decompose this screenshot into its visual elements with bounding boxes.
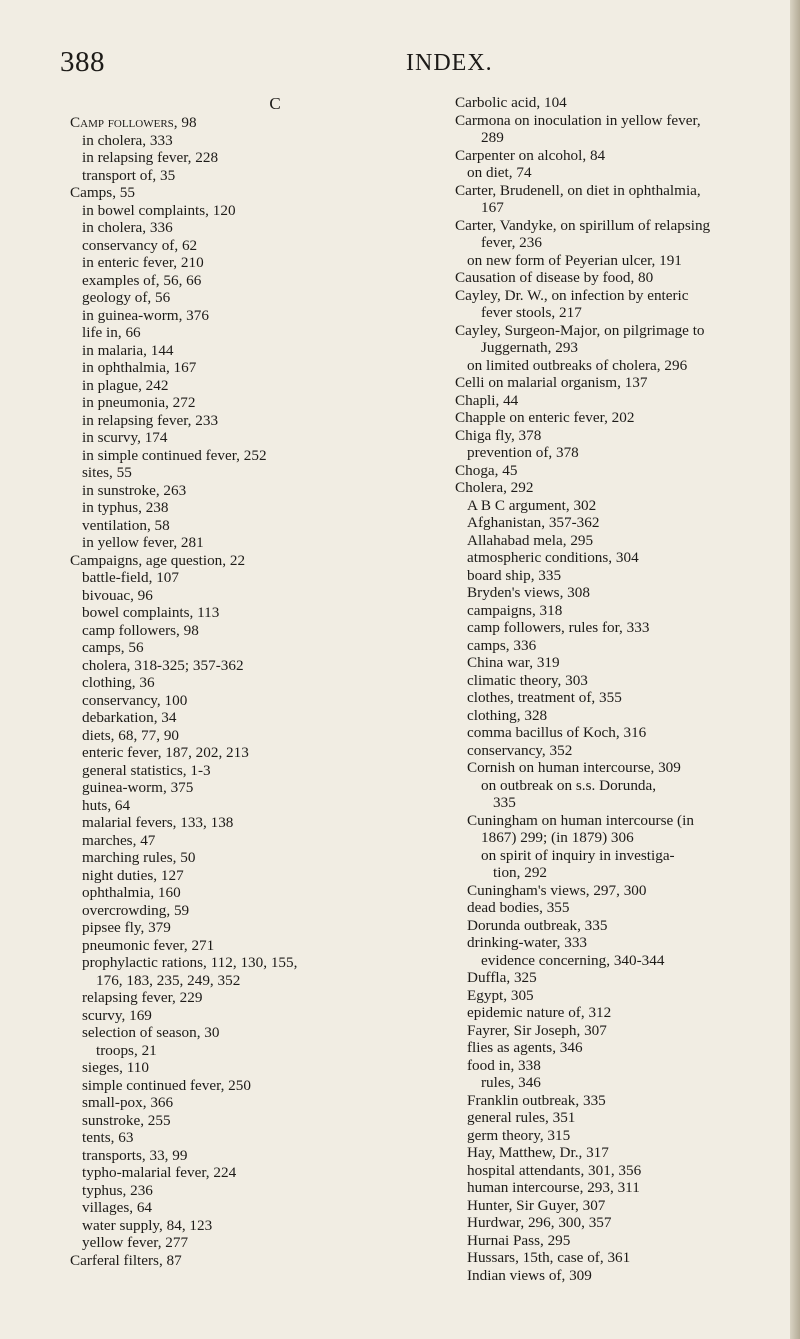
index-entry: A B C argument, 302 (467, 496, 597, 514)
index-entry: food in, 338 (467, 1056, 541, 1074)
index-entry: troops, 21 (96, 1041, 157, 1059)
index-entry: human intercourse, 293, 311 (467, 1179, 640, 1196)
index-entry: Hussars, 15th, case of, 361 (467, 1249, 631, 1266)
index-entry: Causation of disease by food, 80 (455, 269, 654, 286)
index-entry: in bowel complaints, 120 (82, 201, 236, 219)
index-entry: fever stools, 217 (481, 304, 582, 321)
index-entry: camps, 336 (467, 636, 537, 654)
index-entry: Choga, 45 (455, 461, 518, 479)
index-entry: malarial fevers, 133, 138 (82, 814, 234, 831)
index-entry: Cuningham on human intercourse (in (467, 811, 694, 829)
index-entry: ventilation, 58 (82, 516, 170, 534)
index-entry: camp followers, 98 (82, 621, 199, 639)
index-entry: comma bacillus of Koch, 316 (467, 724, 647, 741)
index-entry: sites, 55 (82, 464, 132, 481)
index-entry: Celli on malarial organism, 137 (455, 374, 648, 391)
index-entry: yellow fever, 277 (82, 1234, 189, 1251)
index-entry: cholera, 318-325; 357-362 (82, 656, 244, 674)
index-entry: camp followers, rules for, 333 (467, 619, 650, 636)
index-entry: dead bodies, 355 (467, 899, 570, 916)
index-entry: life in, 66 (82, 324, 141, 341)
index-entry: Dorunda outbreak, 335 (467, 916, 608, 934)
index-entry: prevention of, 378 (467, 444, 579, 461)
index-entry: Cholera, 292 (455, 479, 534, 496)
index-entry: Carferal filters, 87 (70, 1251, 182, 1269)
index-entry: Carmona on inoculation in yellow fever, (455, 111, 701, 129)
index-entry: Camps, 55 (70, 184, 135, 201)
index-entry: in cholera, 333 (82, 131, 173, 149)
index-entry: campaigns, 318 (467, 601, 563, 619)
index-entry: in plague, 242 (82, 376, 169, 394)
index-entry: Bryden's views, 308 (467, 584, 590, 601)
index-entry: tents, 63 (82, 1129, 134, 1146)
index-column-left (70, 94, 420, 1269)
index-entry: evidence concerning, 340-344 (481, 951, 665, 969)
index-entry: clothes, treatment of, 355 (467, 689, 622, 706)
index-entry: Duffla, 325 (467, 969, 537, 986)
index-entry: Juggernath, 293 (481, 339, 579, 356)
index-entry: conservancy of, 62 (82, 236, 198, 254)
index-entry: sieges, 110 (82, 1059, 149, 1076)
index-entry: in guinea-worm, 376 (82, 306, 209, 324)
index-entry: typho-malarial fever, 224 (82, 1164, 237, 1181)
index-entry: simple continued fever, 250 (82, 1076, 251, 1094)
index-entry: epidemic nature of, 312 (467, 1004, 612, 1021)
index-entry: Allahabad mela, 295 (467, 531, 594, 549)
index-entry: bivouac, 96 (82, 586, 153, 604)
index-entry: climatic theory, 303 (467, 671, 588, 689)
index-entry: drinking-water, 333 (467, 934, 588, 951)
index-entry: bowel complaints, 113 (82, 604, 220, 621)
index-entry: clothing, 36 (82, 674, 155, 691)
index-entry: in scurvy, 174 (82, 429, 168, 446)
index-entry: in cholera, 336 (82, 219, 173, 236)
index-entry: water supply, 84, 123 (82, 1216, 213, 1234)
index-entry: in relapsing fever, 233 (82, 411, 219, 429)
index-entry: Cayley, Surgeon-Major, on pilgrimage to (455, 321, 705, 339)
index-entry: board ship, 335 (467, 566, 562, 584)
index-entry: huts, 64 (82, 796, 131, 814)
index-entry: Carpenter on alcohol, 84 (455, 146, 606, 164)
index-entry: in ophthalmia, 167 (82, 359, 197, 376)
index-entry: in malaria, 144 (82, 341, 174, 359)
index-entry: sunstroke, 255 (82, 1111, 171, 1129)
section-letter: C (269, 94, 281, 113)
index-entry: Cayley, Dr. W., on infection by enteric (455, 286, 689, 304)
index-entry: on spirit of inquiry in investiga- (481, 846, 675, 864)
index-entry: Fayrer, Sir Joseph, 307 (467, 1021, 607, 1039)
index-entry: China war, 319 (467, 654, 560, 671)
index-entry: Hurnai Pass, 295 (467, 1231, 571, 1249)
index-entry: Carter, Vandyke, on spirillum of relapsing (455, 216, 711, 234)
index-entry: in typhus, 238 (82, 499, 169, 516)
index-entry: prophylactic rations, 112, 130, 155, (82, 954, 298, 971)
index-entry: 335 (493, 794, 516, 811)
index-entry: 289 (481, 129, 504, 146)
index-entry: fever, 236 (481, 234, 542, 251)
index-entry: Cuningham's views, 297, 300 (467, 881, 647, 899)
index-entry: Chapple on enteric fever, 202 (455, 409, 635, 426)
index-entry: in enteric fever, 210 (82, 254, 204, 271)
index-entry: ophthalmia, 160 (82, 884, 181, 901)
index-entry: battle-field, 107 (82, 569, 179, 586)
index-entry: general statistics, 1-3 (82, 761, 211, 779)
index-entry: diets, 68, 77, 90 (82, 726, 180, 744)
index-entry: small-pox, 366 (82, 1094, 174, 1111)
index-entry: debarkation, 34 (82, 709, 177, 726)
index-entry: Camp followers, 98 (70, 114, 197, 131)
left-entry-list (70, 114, 420, 1269)
index-entry: in relapsing fever, 228 (82, 149, 219, 166)
page-edge (790, 0, 800, 1339)
index-entry: Campaigns, age question, 22 (70, 551, 246, 569)
index-entry: Egypt, 305 (467, 986, 534, 1004)
right-entry-list (455, 94, 780, 1284)
index-entry: marching rules, 50 (82, 849, 196, 866)
index-entry: transports, 33, 99 (82, 1146, 188, 1164)
index-entry: on new form of Peyerian ulcer, 191 (467, 251, 682, 269)
index-entry: in yellow fever, 281 (82, 534, 204, 551)
index-entry: Hay, Matthew, Dr., 317 (467, 1144, 609, 1161)
index-entry: atmospheric conditions, 304 (467, 549, 639, 566)
index-entry: Afghanistan, 357-362 (467, 514, 600, 531)
index-entry: tion, 292 (493, 864, 548, 881)
index-entry: clothing, 328 (467, 706, 548, 724)
index-entry: guinea-worm, 375 (82, 779, 194, 796)
index-entry: Chapli, 44 (455, 391, 519, 409)
index-entry: on limited outbreaks of cholera, 296 (467, 356, 688, 374)
index-entry: on diet, 74 (467, 164, 532, 181)
index-entry: pipsee fly, 379 (82, 919, 171, 936)
index-entry: Carter, Brudenell, on diet in ophthalmia, (455, 181, 701, 199)
index-entry: camps, 56 (82, 639, 144, 656)
index-entry: typhus, 236 (82, 1181, 153, 1199)
index-entry: general rules, 351 (467, 1109, 576, 1126)
index-entry: Chiga fly, 378 (455, 426, 542, 444)
index-entry: 1867) 299; (in 1879) 306 (481, 829, 634, 846)
index-entry: Indian views of, 309 (467, 1266, 592, 1284)
index-entry: villages, 64 (82, 1199, 153, 1216)
index-column-right (455, 94, 780, 1284)
index-entry: in simple continued fever, 252 (82, 446, 267, 464)
index-entry: Franklin outbreak, 335 (467, 1091, 606, 1109)
index-entry: Cornish on human intercourse, 309 (467, 759, 681, 776)
index-entry: Hunter, Sir Guyer, 307 (467, 1196, 606, 1214)
index-entry: germ theory, 315 (467, 1126, 571, 1144)
index-entry: marches, 47 (82, 831, 156, 849)
index-entry: 167 (481, 199, 504, 216)
index-entry: conservancy, 100 (82, 691, 188, 709)
index-entry: Hurdwar, 296, 300, 357 (467, 1214, 612, 1231)
index-entry: enteric fever, 187, 202, 213 (82, 744, 249, 761)
index-entry: Carbolic acid, 104 (455, 94, 567, 111)
index-entry: rules, 346 (481, 1074, 541, 1091)
index-entry: relapsing fever, 229 (82, 989, 203, 1006)
index-entry: transport of, 35 (82, 166, 176, 184)
index-entry: in sunstroke, 263 (82, 481, 187, 499)
index-entry: hospital attendants, 301, 356 (467, 1161, 642, 1179)
index-entry: pneumonic fever, 271 (82, 936, 215, 954)
page-number: 388 (60, 46, 105, 78)
index-entry: examples of, 56, 66 (82, 271, 202, 289)
index-entry: in pneumonia, 272 (82, 394, 196, 411)
index-entry: flies as agents, 346 (467, 1039, 583, 1056)
index-entry: overcrowding, 59 (82, 901, 190, 919)
index-entry: scurvy, 169 (82, 1006, 152, 1024)
page-header (0, 46, 800, 86)
index-entry: 176, 183, 235, 249, 352 (96, 971, 241, 989)
index-entry: night duties, 127 (82, 866, 184, 884)
running-head: INDEX. (406, 50, 493, 76)
index-entry: on outbreak on s.s. Dorunda, (481, 776, 657, 794)
index-entry: selection of season, 30 (82, 1024, 220, 1041)
index-entry: conservancy, 352 (467, 741, 573, 759)
index-entry: geology of, 56 (82, 289, 171, 306)
